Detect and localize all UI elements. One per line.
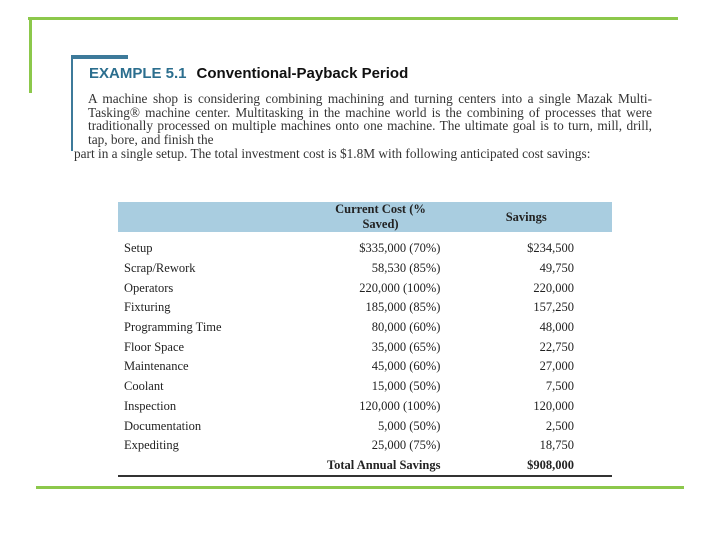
- table-row: [118, 436, 612, 456]
- row-item: Coolant: [124, 379, 164, 394]
- slide-bottom-rule: [36, 486, 684, 489]
- table-row: [118, 259, 612, 279]
- table-row: [118, 357, 612, 377]
- table-row: [118, 278, 612, 298]
- row-current-cost: 185,000 (85%): [365, 300, 441, 315]
- row-item: Fixturing: [124, 300, 171, 315]
- row-savings: 48,000: [539, 320, 574, 335]
- row-current-cost: 45,000 (60%): [371, 359, 441, 374]
- row-item: Maintenance: [124, 359, 189, 374]
- row-current-cost: 25,000 (75%): [371, 438, 441, 453]
- row-savings: 22,750: [539, 339, 574, 354]
- example-text: [74, 92, 652, 161]
- row-item: Inspection: [124, 398, 177, 413]
- row-savings: 18,750: [539, 438, 574, 453]
- row-item: Floor Space: [124, 339, 185, 354]
- example-number: EXAMPLE 5.1: [89, 65, 187, 82]
- table-row: [118, 298, 612, 318]
- table-row: [118, 337, 612, 357]
- header-current-cost: Current Cost (% Saved): [321, 202, 441, 232]
- table-row: [118, 397, 612, 417]
- total-value: $908,000: [527, 457, 574, 472]
- table-header: [118, 202, 612, 232]
- table-row: [118, 416, 612, 436]
- row-item: Programming Time: [124, 320, 222, 335]
- header-item: [118, 202, 321, 232]
- paragraph-part-2: part in a single setup. The total investment cost is $1.8M with following anticipated cost savings:: [74, 145, 591, 161]
- slide-top-rule: [28, 17, 678, 20]
- row-savings: 2,500: [545, 418, 574, 433]
- total-label: Total Annual Savings: [326, 457, 441, 472]
- row-savings: $234,500: [527, 241, 574, 256]
- row-savings: 120,000: [533, 398, 574, 413]
- paragraph-part-1: A machine shop is considering combining machining and turning centers into a single Mazak Multi-Tasking® machine center. Multitasking in the machine world is the combining of processes that were traditionally processed on multiple machines onto one machine. The ultimate goal is to turn, mill, drill, tap, bore, and finish the: [88, 91, 652, 148]
- row-savings: 220,000: [533, 280, 574, 295]
- total-blank: [118, 456, 321, 477]
- total-row: [118, 456, 612, 477]
- row-item: Expediting: [124, 438, 179, 453]
- row-savings: 27,000: [539, 359, 574, 374]
- row-current-cost: 35,000 (65%): [371, 339, 441, 354]
- row-current-cost: 220,000 (100%): [359, 280, 441, 295]
- row-savings: 7,500: [545, 379, 574, 394]
- row-item: Scrap/Rework: [124, 261, 196, 276]
- example-top-bar: [71, 55, 128, 59]
- header-savings: Savings: [440, 202, 612, 232]
- table-row: [118, 232, 612, 259]
- row-savings: 157,250: [533, 300, 574, 315]
- row-current-cost: 80,000 (60%): [371, 320, 441, 335]
- table-row: [118, 377, 612, 397]
- row-item: Setup: [124, 241, 153, 256]
- row-current-cost: 120,000 (100%): [359, 398, 441, 413]
- row-current-cost: 15,000 (50%): [371, 379, 441, 394]
- table-row: [118, 318, 612, 338]
- cost-savings-table: [118, 202, 612, 477]
- row-current-cost: $335,000 (70%): [359, 241, 441, 256]
- example-title: Conventional-Payback Period: [196, 65, 409, 82]
- row-current-cost: 58,530 (85%): [371, 261, 441, 276]
- slide-left-rule: [29, 17, 32, 93]
- example-left-bar: [71, 55, 73, 151]
- row-item: Operators: [124, 280, 174, 295]
- example-heading: [89, 65, 408, 82]
- row-savings: 49,750: [539, 261, 574, 276]
- row-item: Documentation: [124, 418, 202, 433]
- row-current-cost: 5,000 (50%): [377, 418, 441, 433]
